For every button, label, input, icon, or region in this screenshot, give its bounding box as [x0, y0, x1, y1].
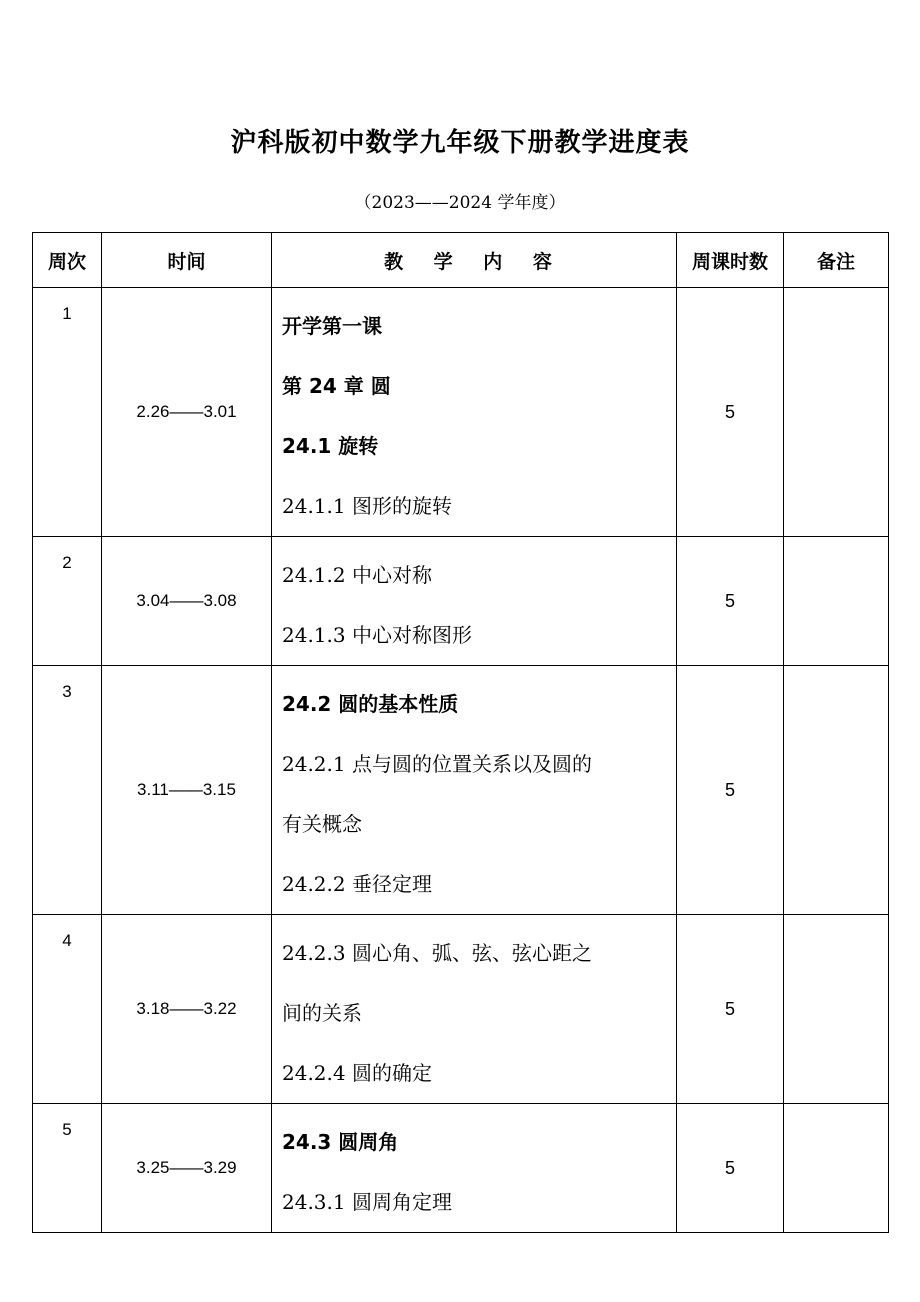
content-line: 24.1 旋转	[282, 434, 379, 458]
page-title: 沪科版初中数学九年级下册教学进度表	[230, 128, 690, 158]
notes-cell	[784, 537, 889, 666]
notes-cell	[784, 288, 889, 537]
time-cell: 2.26——3.01	[102, 288, 272, 537]
table-row	[33, 666, 889, 915]
notes-cell	[784, 1104, 889, 1233]
content-line: 24.1.1 图形的旋转	[282, 494, 452, 518]
content-line: 24.2 圆的基本性质	[282, 692, 459, 716]
content-line: 有关概念	[282, 812, 362, 836]
table-row	[33, 1104, 889, 1233]
content-line: 24.1.2 中心对称	[282, 563, 432, 587]
content-line: 间的关系	[282, 1001, 362, 1025]
content-line: 24.2.4 圆的确定	[282, 1061, 432, 1085]
time-cell: 3.11——3.15	[102, 666, 272, 915]
week-cell: 2	[33, 537, 102, 666]
week-cell: 3	[33, 666, 102, 915]
header-week: 周次	[33, 233, 102, 288]
time-cell: 3.04——3.08	[102, 537, 272, 666]
hours-cell: 5	[677, 288, 784, 537]
notes-cell	[784, 666, 889, 915]
content-cell	[272, 288, 677, 537]
content-line: 第 24 章 圆	[282, 374, 391, 398]
content-line: 24.2.3 圆心角、弧、弦、弦心距之	[282, 941, 592, 965]
header-content: 教 学 内 容	[272, 233, 677, 288]
hours-cell: 5	[677, 1104, 784, 1233]
hours-cell: 5	[677, 537, 784, 666]
table-row	[33, 915, 889, 1104]
table-header-row	[33, 233, 889, 288]
hours-cell: 5	[677, 666, 784, 915]
content-line: 24.3 圆周角	[282, 1130, 399, 1154]
content-line: 24.3.1 圆周角定理	[282, 1190, 452, 1214]
week-cell: 1	[33, 288, 102, 537]
time-cell: 3.18——3.22	[102, 915, 272, 1104]
table-row	[33, 288, 889, 537]
header-hours: 周课时数	[677, 233, 784, 288]
content-cell	[272, 666, 677, 915]
content-cell	[272, 915, 677, 1104]
hours-cell: 5	[677, 915, 784, 1104]
table-row	[33, 537, 889, 666]
content-cell	[272, 537, 677, 666]
content-line: 24.1.3 中心对称图形	[282, 623, 472, 647]
content-line: 24.2.2 垂径定理	[282, 872, 432, 896]
week-cell: 5	[33, 1104, 102, 1233]
content-line: 24.2.1 点与圆的位置关系以及圆的	[282, 752, 592, 776]
page-subtitle: （2023——2024 学年度）	[354, 193, 566, 213]
schedule-table	[32, 232, 889, 1233]
header-notes: 备注	[784, 233, 889, 288]
content-line: 开学第一课	[282, 314, 382, 338]
header-time: 时间	[102, 233, 272, 288]
week-cell: 4	[33, 915, 102, 1104]
time-cell: 3.25——3.29	[102, 1104, 272, 1233]
notes-cell	[784, 915, 889, 1104]
content-cell	[272, 1104, 677, 1233]
